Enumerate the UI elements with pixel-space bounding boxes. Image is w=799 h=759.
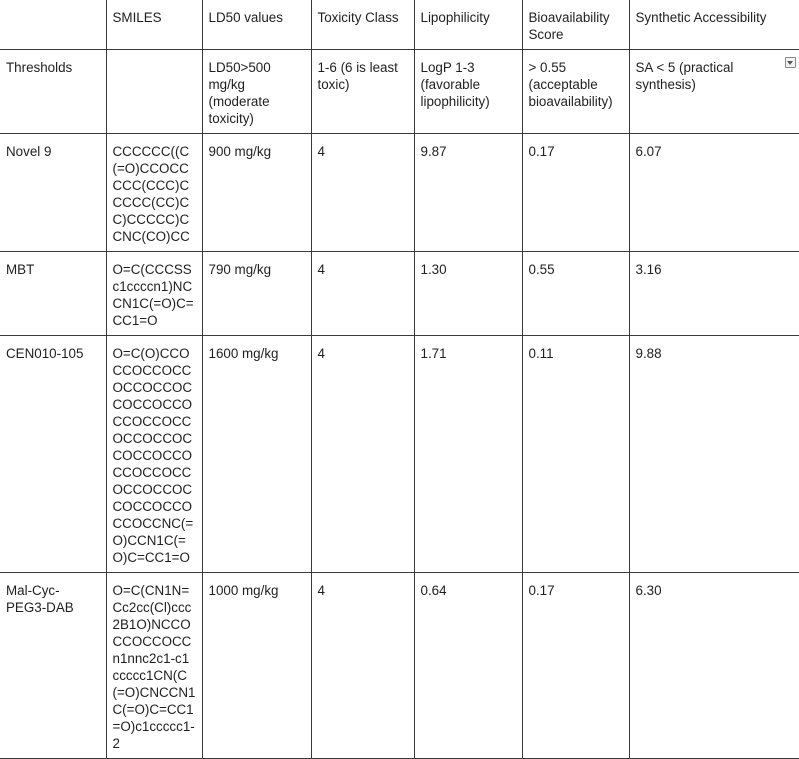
table-row [0,134,799,252]
header-cell-bioavailability[interactable]: Bioavailability Score [522,0,629,50]
toxicity-class-cell[interactable]: 4 [311,573,414,759]
lipophilicity-cell[interactable]: 1.71 [414,336,522,573]
header-row [0,0,799,50]
compound-name-cell[interactable]: Mal-Cyc-PEG3-DAB [0,573,106,759]
compound-name-cell[interactable]: CEN010-105 [0,336,106,573]
lipophilicity-cell[interactable]: 9.87 [414,134,522,252]
header-cell-toxicity-class[interactable]: Toxicity Class [311,0,414,50]
thresholds-smiles-cell[interactable] [106,50,202,134]
synthetic-accessibility-cell[interactable]: 9.88 [629,336,799,573]
thresholds-toxicity-cell[interactable]: 1-6 (6 is least toxic) [311,50,414,134]
toxicity-class-cell[interactable]: 4 [311,252,414,336]
thresholds-row [0,50,799,134]
ld50-cell[interactable]: 1600 mg/kg [202,336,311,573]
ld50-cell[interactable]: 790 mg/kg [202,252,311,336]
lipophilicity-cell[interactable]: 0.64 [414,573,522,759]
smiles-cell[interactable]: O=C(CCCSSc1ccccn1)NCCN1C(=O)C=CC1=O [106,252,202,336]
smiles-cell[interactable]: O=C(CN1N=Cc2cc(Cl)ccc2B1O)NCCOCCOCCOCCn1nnc2c1-c1ccccc1CN(C(=O)CNCCN1C(=O)C=CC1=O)c1ccccc1-2 [106,573,202,759]
thresholds-lipophilicity-cell[interactable]: LogP 1-3 (favorable lipophilicity) [414,50,522,134]
thresholds-label-cell[interactable]: Thresholds [0,50,106,134]
compound-name-cell[interactable]: Novel 9 [0,134,106,252]
table-row [0,336,799,573]
thresholds-sa-text: SA < 5 (practical synthesis) [635,60,734,92]
bioavailability-cell[interactable]: 0.11 [522,336,629,573]
synthetic-accessibility-cell[interactable]: 3.16 [629,252,799,336]
header-cell-ld50[interactable]: LD50 values [202,0,311,50]
smiles-cell[interactable]: O=C(O)CCOCCOCCOCCOCCOCCOCCOCCOCCOCCOCCOCCOCCOCCOCCOCCOCCOCCOCCOCCOCCOCCOCCOCCOCCOCCOCCNC(=O)CCN1C(=O)C=CC1=O [106,336,202,573]
thresholds-sa-cell[interactable] [629,50,799,134]
header-cell-empty[interactable] [0,0,106,50]
header-cell-smiles[interactable]: SMILES [106,0,202,50]
ld50-cell[interactable]: 1000 mg/kg [202,573,311,759]
bioavailability-cell[interactable]: 0.17 [522,134,629,252]
synthetic-accessibility-cell[interactable]: 6.30 [629,573,799,759]
dropdown-arrow-icon[interactable] [785,57,796,68]
header-cell-synthetic-accessibility[interactable]: Synthetic Accessibility [629,0,799,50]
bioavailability-cell[interactable]: 0.55 [522,252,629,336]
table-row [0,252,799,336]
header-cell-lipophilicity[interactable]: Lipophilicity [414,0,522,50]
table-row [0,573,799,759]
ld50-cell[interactable]: 900 mg/kg [202,134,311,252]
synthetic-accessibility-cell[interactable]: 6.07 [629,134,799,252]
bioavailability-cell[interactable]: 0.17 [522,573,629,759]
thresholds-ld50-cell[interactable]: LD50>500 mg/kg (moderate toxicity) [202,50,311,134]
thresholds-bioavailability-cell[interactable]: > 0.55 (acceptable bioavailability) [522,50,629,134]
toxicity-class-cell[interactable]: 4 [311,134,414,252]
lipophilicity-cell[interactable]: 1.30 [414,252,522,336]
smiles-cell[interactable]: CCCCCC((C(=O)CCOCCCCC(CCC)CCCCC(CC)CC)CCCCC)CCNC(CO)CC [106,134,202,252]
compound-name-cell[interactable]: MBT [0,252,106,336]
toxicity-class-cell[interactable]: 4 [311,336,414,573]
